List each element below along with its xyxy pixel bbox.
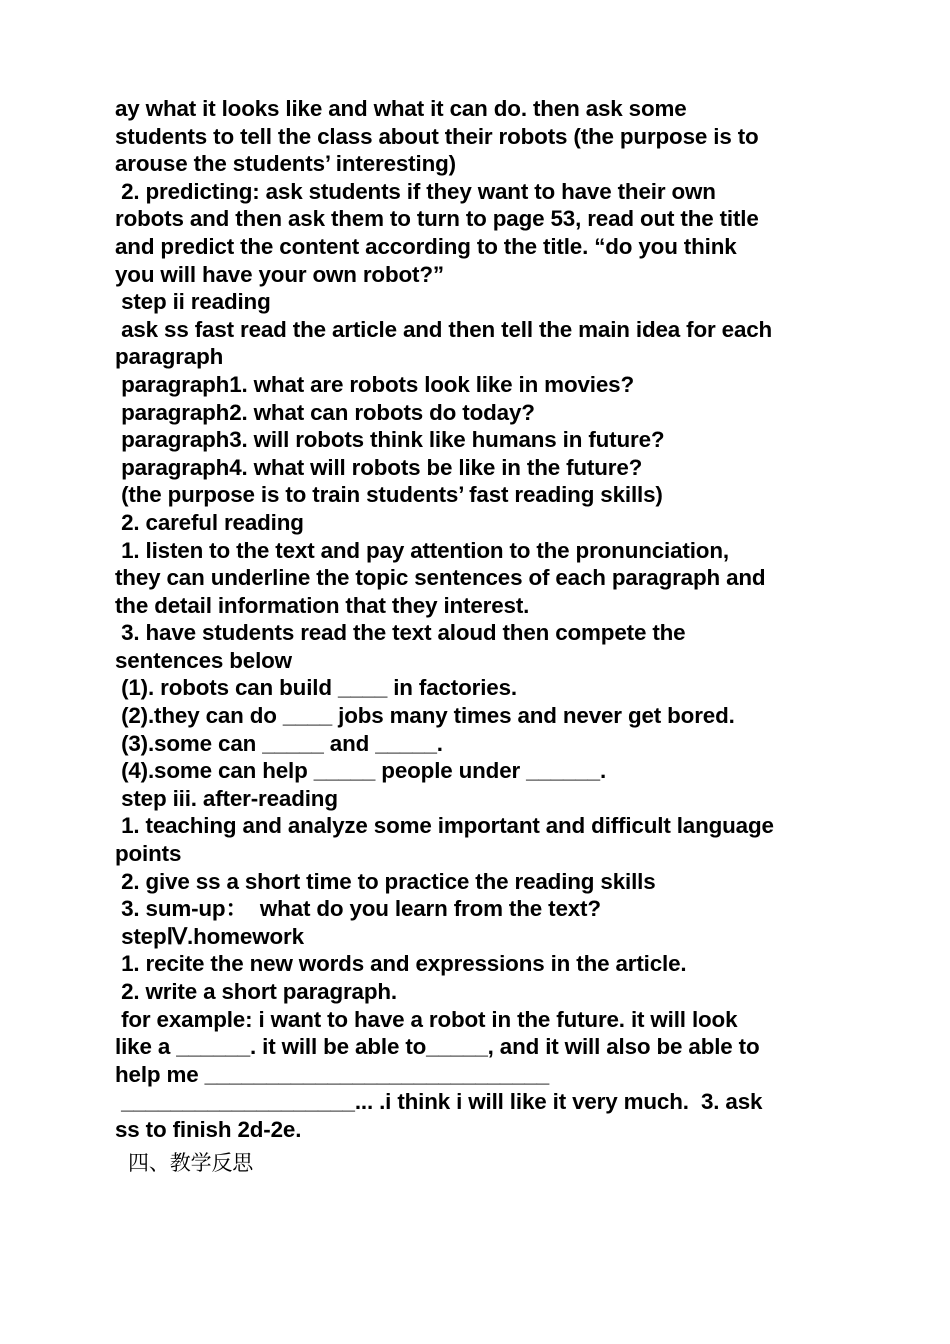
list-item: (1). robots can build ____ in factories. xyxy=(115,675,517,701)
document-page xyxy=(115,95,835,1177)
text-line: ___________________... .i think i will like it very much. 3. ask xyxy=(115,1089,763,1115)
text-line: 1. listen to the text and pay attention to the pronunciation, xyxy=(115,537,729,563)
text-line: arouse the students’ interesting) xyxy=(115,151,456,177)
text-line: (the purpose is to train students’ fast reading skills) xyxy=(115,482,663,508)
list-item: paragraph2. what can robots do today? xyxy=(115,399,535,425)
section-heading: step iii. after-reading xyxy=(115,785,338,811)
text-line: students to tell the class about their robots (the purpose is to xyxy=(115,123,759,149)
text-line: and predict the content according to the title. “do you think xyxy=(115,233,737,259)
text-line: 2. predicting: ask students if they want to have their own xyxy=(115,178,716,204)
list-item: (4).some can help _____ people under ______. xyxy=(115,758,607,784)
text-line: points xyxy=(115,841,182,867)
list-item: (2).they can do ____ jobs many times and never get bored. xyxy=(115,703,735,729)
text-line: you will have your own robot?” xyxy=(115,261,444,287)
text-line: ay what it looks like and what it can do. then ask some xyxy=(115,96,687,121)
text-line: they can underline the topic sentences of each paragraph and xyxy=(115,565,766,591)
text-line: 3. sum-up： what do you learn from the text? xyxy=(115,896,601,922)
text-line: ss to finish 2d-2e. xyxy=(115,1116,302,1142)
section-heading: 2. careful reading xyxy=(115,509,304,535)
text-line: the detail information that they interest. xyxy=(115,592,530,618)
text-line: paragraph xyxy=(115,344,224,370)
text-line: ask ss fast read the article and then tell the main idea for each xyxy=(115,316,773,342)
list-item: paragraph3. will robots think like humans in future? xyxy=(115,427,665,453)
text-line: like a ______. it will be able to_____, and it will also be able to xyxy=(115,1034,760,1060)
text-line: 1. recite the new words and expressions in the article. xyxy=(115,951,687,977)
text-line: sentences below xyxy=(115,647,292,673)
text-line: 1. teaching and analyze some important and difficult language xyxy=(115,813,774,839)
list-item: paragraph4. what will robots be like in the future? xyxy=(115,454,643,480)
list-item: (3).some can _____ and _____. xyxy=(115,730,443,756)
closing-heading: 四、教学反思 xyxy=(115,1150,254,1175)
section-heading: step ii reading xyxy=(115,289,271,315)
text-line: robots and then ask them to turn to page 53, read out the title xyxy=(115,206,759,232)
list-item: paragraph1. what are robots look like in movies? xyxy=(115,371,634,397)
text-line: 3. have students read the text aloud then compete the xyxy=(115,620,686,646)
text-line: 2. give ss a short time to practice the reading skills xyxy=(115,868,656,894)
text-line: help me ____________________________ xyxy=(115,1061,550,1087)
text-line: for example: i want to have a robot in the future. it will look xyxy=(115,1006,738,1032)
text-line: 2. write a short paragraph. xyxy=(115,979,397,1004)
section-heading: stepⅣ.homework xyxy=(115,923,304,949)
